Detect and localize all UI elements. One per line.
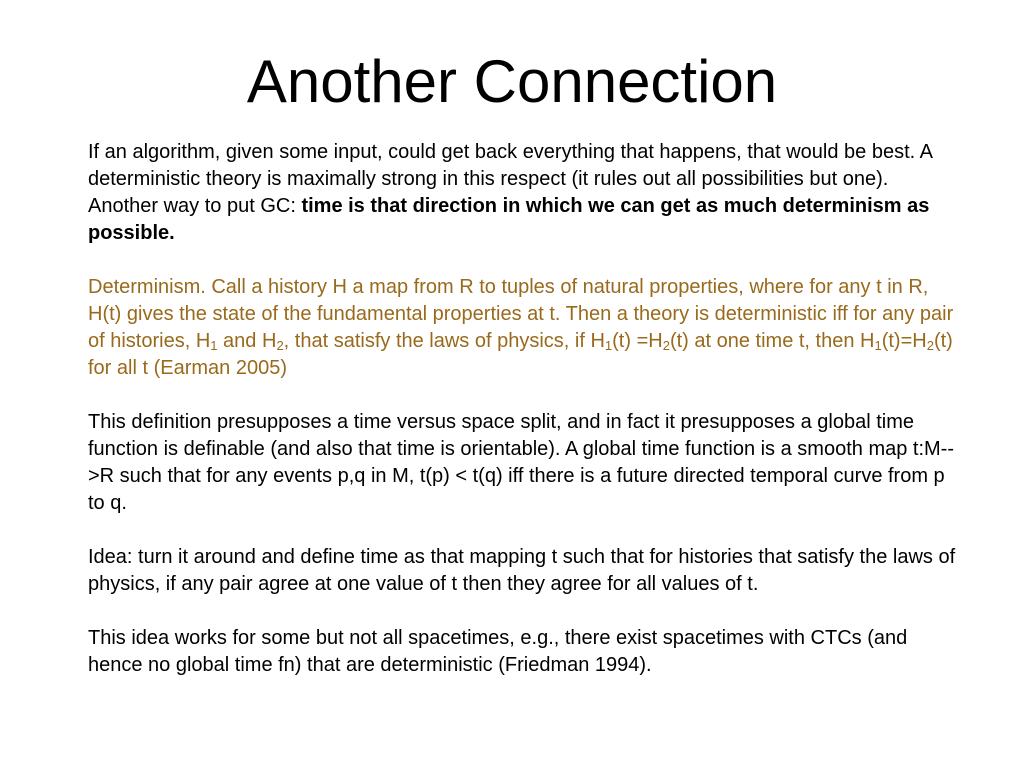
quote-text: and H: [217, 330, 277, 352]
paragraph-definition: This definition presupposes a time versus space split, and in fact it presupposes a global time function is definable (and also that time is orientable). A global time function is a smooth map t:M-->R such that for any events p,q in M, t(p) < t(q) iff there is a future directed temporal curve from p to q.: [88, 411, 954, 514]
spacer: [88, 247, 958, 274]
spacer: [88, 598, 958, 625]
quote-subscript: 2: [662, 338, 670, 353]
quote-text: (t) for all t (Earman 2005): [88, 330, 953, 379]
paragraph-intro: [88, 139, 958, 247]
paragraph-idea: Idea: turn it around and define time as that mapping t such that for histories that satisfy the laws of physics, if any pair agree at one value of t then they agree for all values of t.: [88, 546, 956, 595]
quote-text: (t) =H: [612, 330, 663, 352]
quote-subscript: 1: [874, 338, 882, 353]
determinism-quote: [88, 274, 958, 382]
spacer: [88, 517, 958, 544]
quote-subscript: 2: [276, 338, 284, 353]
paragraph-conclusion: This idea works for some but not all spacetimes, e.g., there exist spacetimes with CTCs (and hence no global time fn) that are deterministic (Friedman 1994).: [88, 627, 908, 676]
spacer: [88, 382, 958, 409]
quote-subscript: 1: [210, 338, 218, 353]
slide-title: Another Connection: [246, 48, 778, 115]
quote-text: Determinism. Call a history H a map from R to tuples of natural properties, where for any t in R, H(t) gives the state of the fundamental properties at t. Then a theory is deterministic iff for any pair of histories, H: [88, 276, 954, 352]
quote-text: (t) at one time t, then H: [669, 330, 875, 352]
paragraph-intro-emphasis: time is that direction in which we can get as much determinism as possible.: [88, 195, 930, 244]
slide-body: [88, 139, 958, 679]
paragraph-intro-text: If an algorithm, given some input, could get back everything that happens, that would be best. A deterministic theory is maximally strong in this respect (it rules out all possibilities but one). Another way to put GC:: [88, 141, 932, 217]
quote-text: (t)=H: [881, 330, 927, 352]
quote-subscript: 1: [604, 338, 613, 353]
quote-text: , that satisfy the laws of physics, if H: [283, 330, 605, 352]
quote-subscript: 2: [926, 338, 934, 353]
